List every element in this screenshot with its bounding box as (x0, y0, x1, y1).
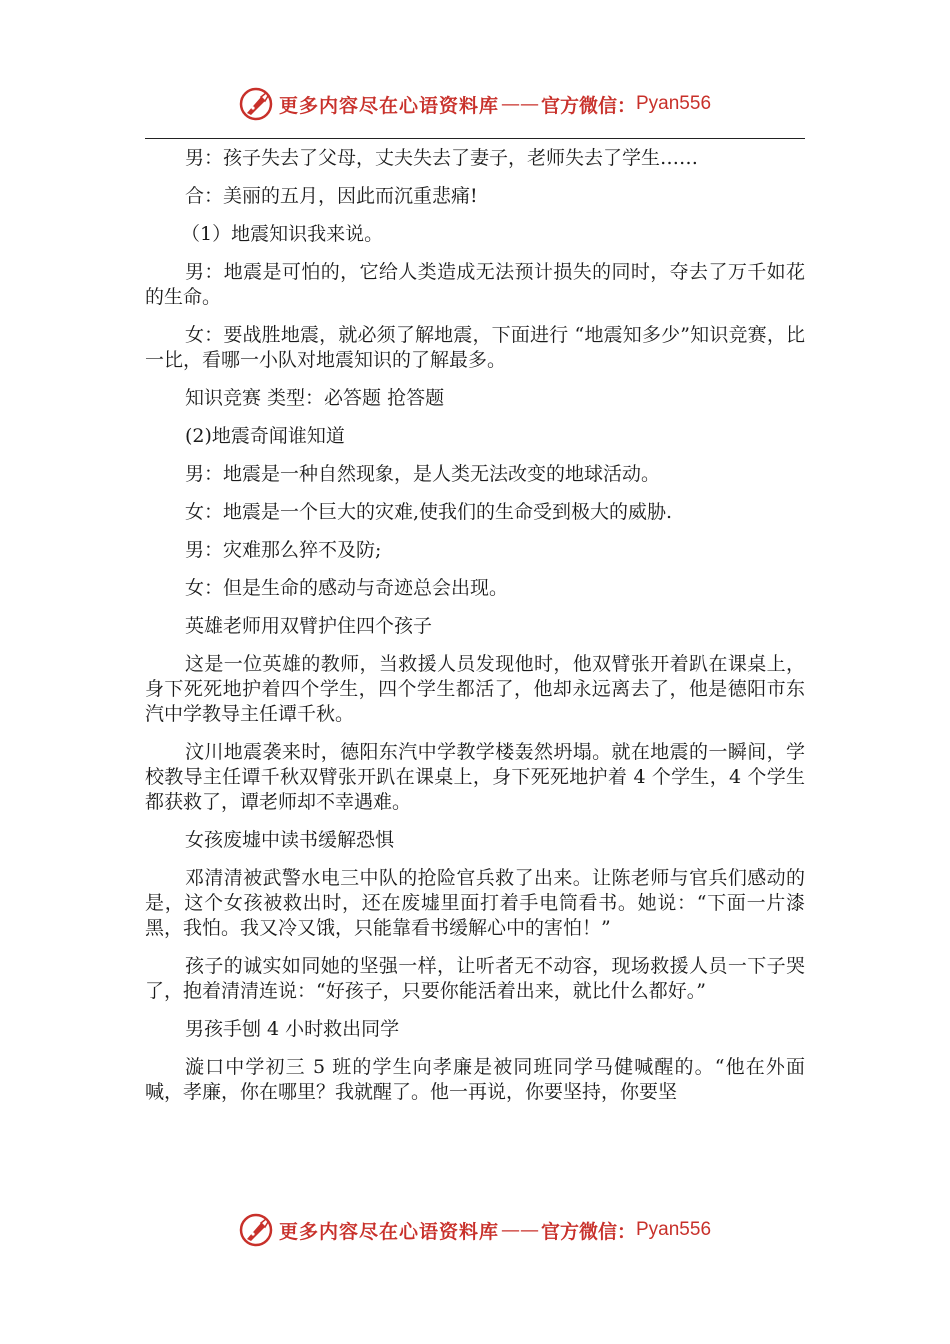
paragraph: 汶川地震袭来时，德阳东汽中学教学楼轰然坍塌。就在地震的一瞬间，学校教导主任谭千秋双臂张开趴在课桌上，身下死死地护着 4 个学生，4 个学生都获救了，谭老师却不幸遇难。 (145, 741, 805, 813)
paragraph: 女：要战胜地震，就必须了解地震，下面进行 “地震知多少”知识竞赛，比一比，看哪一小队对地震知识的了解最多。 (145, 324, 805, 371)
banner-title: 更多内容尽在心语资料库 (278, 94, 499, 117)
banner-wechat-id: Pyan556 (636, 1219, 712, 1240)
paragraph: 合：美丽的五月，因此而沉重悲痛! (185, 185, 478, 207)
paragraph: 漩口中学初三 5 班的学生向孝廉是被同班同学马健喊醒的。“他在外面喊，孝廉，你在哪里？我就醒了。他一再说，你要坚持，你要坚 (145, 1056, 805, 1103)
paragraph: 男：孩子失去了父母，丈夫失去了妻子，老师失去了学生…… (185, 147, 699, 169)
story-title: 男孩手刨 4 小时救出同学 (185, 1018, 400, 1040)
story-title: 英雄老师用双臂护住四个孩子 (185, 615, 433, 637)
banner-wechat-label: 官方微信： (540, 1220, 636, 1243)
section-heading: (2)地震奇闻谁知道 (185, 425, 345, 447)
pen-nib-logo-icon (239, 1213, 273, 1247)
paragraph: 男：灾难那么猝不及防; (185, 539, 382, 561)
banner-separator: —— (500, 93, 539, 115)
paragraph: 男：地震是可怕的，它给人类造成无法预计损失的同时，夺去了万千如花的生命。 (145, 261, 805, 308)
banner-separator: —— (500, 1219, 539, 1241)
page-header-banner (0, 84, 950, 124)
paragraph: 男：地震是一种自然现象，是人类无法改变的地球活动。 (185, 463, 661, 485)
pen-nib-logo-icon (239, 87, 273, 121)
header-divider (145, 138, 805, 139)
banner-wechat-label: 官方微信： (540, 94, 636, 117)
banner-wechat-id: Pyan556 (636, 93, 712, 114)
paragraph: 知识竞赛 类型：必答题 抢答题 (185, 387, 445, 409)
document-body (145, 146, 805, 1118)
paragraph: 女：地震是一个巨大的灾难,使我们的生命受到极大的威胁. (185, 501, 673, 523)
page-footer-banner (0, 1210, 950, 1250)
paragraph: 女：但是生命的感动与奇迹总会出现。 (185, 577, 509, 599)
paragraph: 孩子的诚实如同她的坚强一样，让听者无不动容，现场救援人员一下子哭了，抱着清清连说：“好孩子，只要你能活着出来，就比什么都好。” (145, 955, 805, 1002)
banner-title: 更多内容尽在心语资料库 (278, 1220, 499, 1243)
section-heading: （1）地震知识我来说。 (181, 223, 384, 245)
paragraph: 这是一位英雄的教师，当救援人员发现他时，他双臂张开着趴在课桌上，身下死死地护着四个学生，四个学生都活了，他却永远离去了，他是德阳市东汽中学教导主任谭千秋。 (145, 653, 805, 725)
story-title: 女孩废墟中读书缓解恐惧 (185, 829, 395, 851)
paragraph: 邓清清被武警水电三中队的抢险官兵救了出来。让陈老师与官兵们感动的是，这个女孩被救出时，还在废墟里面打着手电筒看书。她说：“下面一片漆黑，我怕。我又冷又饿，只能靠看书缓解心中的害怕！” (145, 867, 805, 939)
